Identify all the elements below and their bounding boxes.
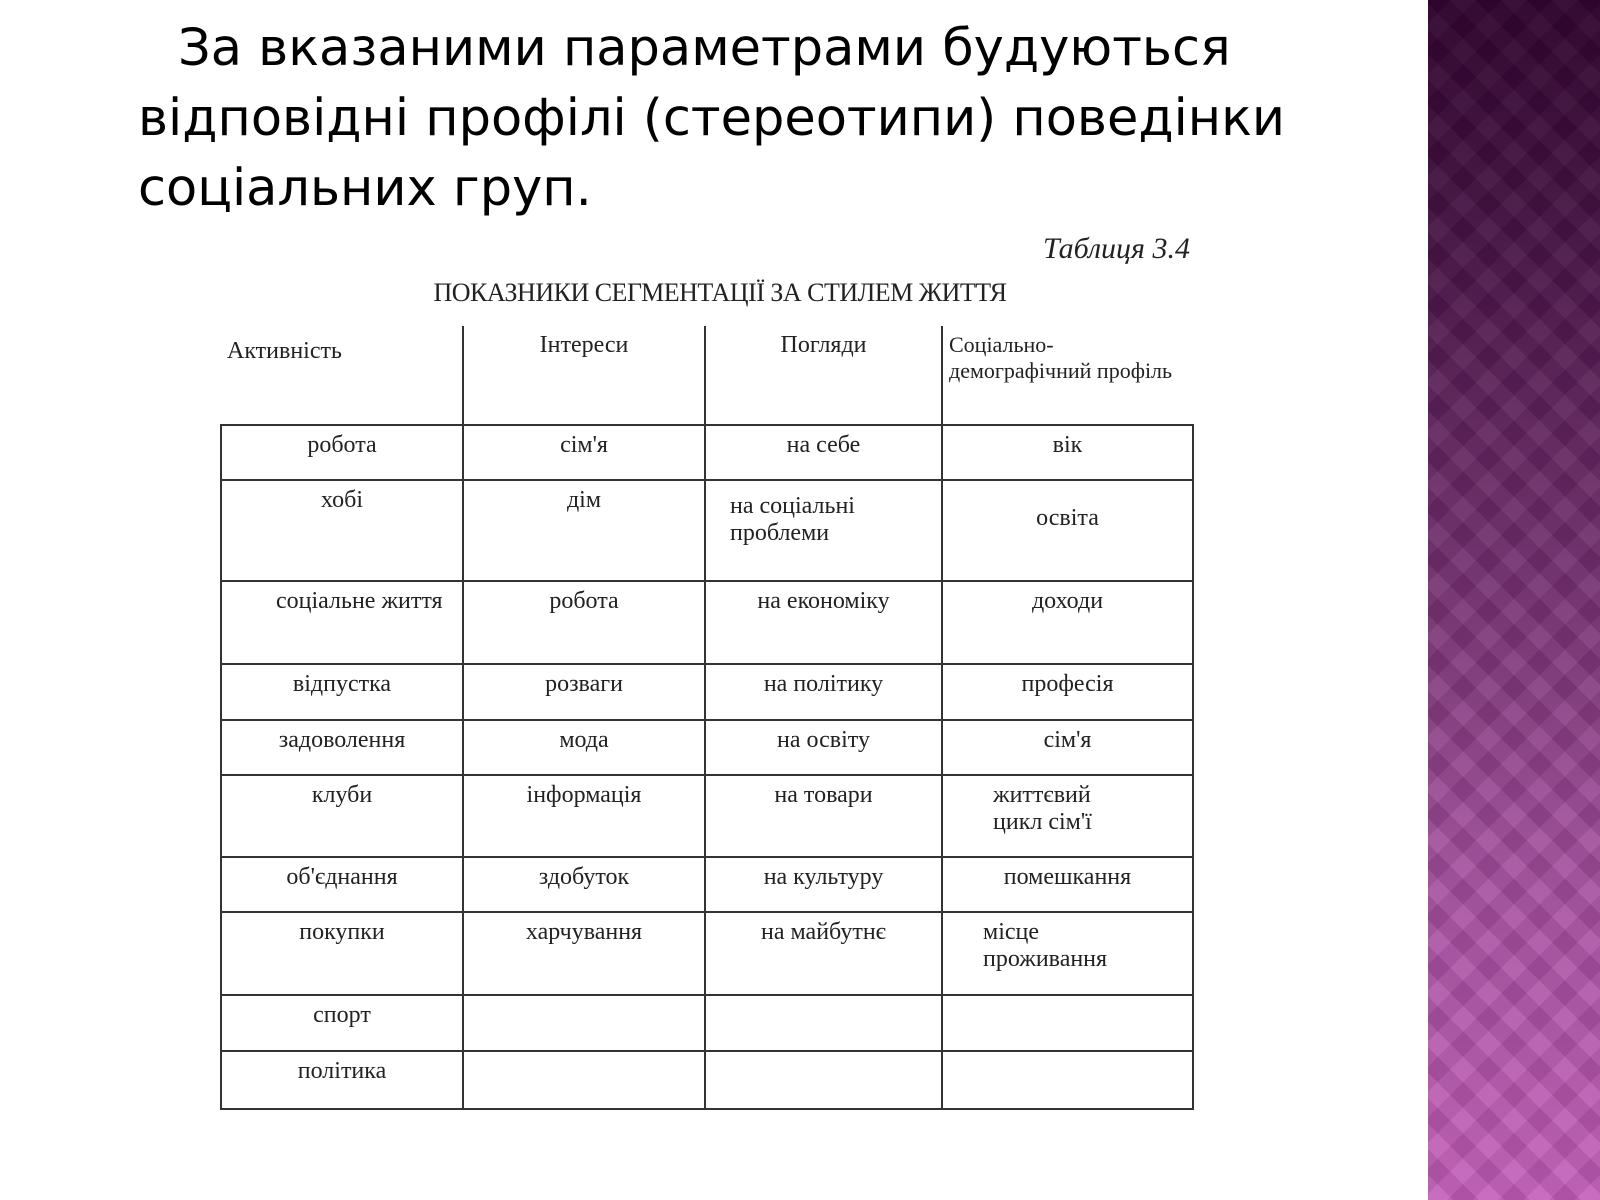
table-cell: клуби xyxy=(221,775,463,857)
table-cell: на себе xyxy=(705,425,942,480)
table-cell xyxy=(463,995,705,1051)
table-cell xyxy=(942,1051,1193,1109)
table-cell: на політику xyxy=(705,664,942,720)
table-row xyxy=(221,425,1193,480)
table-cell: вік xyxy=(942,425,1193,480)
table-cell: сім'я xyxy=(463,425,705,480)
table-cell: соціальне життя xyxy=(221,581,463,664)
table-row xyxy=(221,912,1193,995)
table-cell: на економіку xyxy=(705,581,942,664)
table-row xyxy=(221,664,1193,720)
table-cell: робота xyxy=(221,425,463,480)
table-row xyxy=(221,581,1193,664)
table-row xyxy=(221,1051,1193,1109)
header-views: Погляди xyxy=(705,326,942,425)
table-cell: інформація xyxy=(463,775,705,857)
table-cell: хобі xyxy=(221,480,463,581)
table-cell: місце проживання xyxy=(942,912,1193,995)
header-activity: Активність xyxy=(221,326,463,425)
table-cell: доходи xyxy=(942,581,1193,664)
table-cell: дім xyxy=(463,480,705,581)
segmentation-table xyxy=(220,326,1194,1110)
table-cell: розваги xyxy=(463,664,705,720)
table-cell: на соціальні проблеми xyxy=(705,480,942,581)
slide-heading: За вказаними параметрами будуються відповідні профілі (стереотипи) поведінки соціальних груп. xyxy=(138,19,1286,218)
table-cell: харчування xyxy=(463,912,705,995)
table-cell: помешкання xyxy=(942,857,1193,912)
table-cell: на освіту xyxy=(705,720,942,775)
decorative-side-band xyxy=(1428,0,1600,1200)
table-cell: покупки xyxy=(221,912,463,995)
table-row xyxy=(221,857,1193,912)
table-cell xyxy=(463,1051,705,1109)
table-cell: сім'я xyxy=(942,720,1193,775)
table-cell: спорт xyxy=(221,995,463,1051)
table-cell: об'єднання xyxy=(221,857,463,912)
table-cell xyxy=(705,995,942,1051)
table-cell: задоволення xyxy=(221,720,463,775)
table-cell: професія xyxy=(942,664,1193,720)
table-row xyxy=(221,720,1193,775)
table-cell: життєвий цикл сім'ї xyxy=(942,775,1193,857)
table-number: Таблиця 3.4 xyxy=(1043,232,1190,265)
table-row xyxy=(221,775,1193,857)
table-header-row xyxy=(221,326,1193,425)
table-cell: здобуток xyxy=(463,857,705,912)
table-cell: політика xyxy=(221,1051,463,1109)
header-socio-demographic: Соціально-демографічний профіль xyxy=(942,326,1193,425)
table-cell xyxy=(942,995,1193,1051)
table-cell: на майбутнє xyxy=(705,912,942,995)
header-interests: Інтереси xyxy=(463,326,705,425)
table-row xyxy=(221,995,1193,1051)
table-row xyxy=(221,480,1193,581)
table-cell: на товари xyxy=(705,775,942,857)
table-cell: освіта xyxy=(942,480,1193,581)
table-cell: на культуру xyxy=(705,857,942,912)
table-title: ПОКАЗНИКИ СЕГМЕНТАЦІЇ ЗА СТИЛЕМ ЖИТТЯ xyxy=(433,278,1007,307)
table-cell xyxy=(705,1051,942,1109)
table-cell: відпустка xyxy=(221,664,463,720)
table-cell: мода xyxy=(463,720,705,775)
table-cell: робота xyxy=(463,581,705,664)
